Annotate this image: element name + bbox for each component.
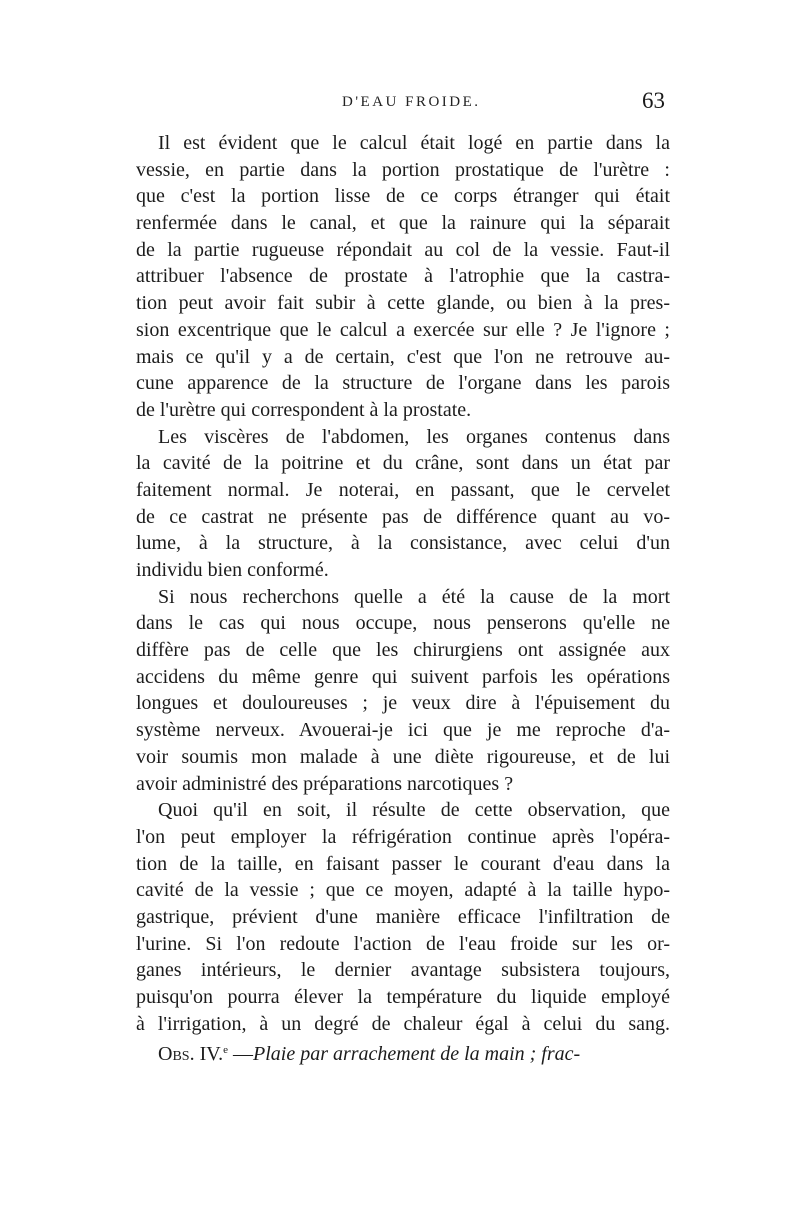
observation-label: Obs.: [158, 1043, 195, 1066]
text-line: sion excentrique que le calcul a exercée sur elle ? Je l'ignore ;: [136, 318, 670, 341]
paragraph-calcul: [136, 130, 670, 424]
observation-title: Plaie par arrachement de la main ; frac-: [253, 1043, 581, 1066]
text-line: accidens du même genre qui suivent parfois les opérations: [136, 665, 670, 688]
observation-superscript: e: [223, 1044, 228, 1057]
text-line: système nerveux. Avouerai-je ici que je me reproche d'a-: [136, 719, 670, 742]
text-line: tion peut avoir fait subir à cette glande, ou bien à la pres-: [136, 292, 670, 315]
text-line: attribuer l'absence de prostate à l'atrophie que la castra-: [136, 265, 670, 288]
text-line: de l'urètre qui correspondent à la prostate.: [136, 398, 472, 421]
text-line: renfermée dans le canal, et que la rainure qui la séparait: [136, 212, 670, 235]
body-text: [136, 130, 670, 1064]
text-line: avoir administré des préparations narcotiques ?: [136, 772, 514, 795]
observation-numeral: IV.: [199, 1043, 224, 1066]
text-line: l'on peut employer la réfrigération continue après l'opéra-: [136, 825, 670, 848]
text-line: ganes intérieurs, le dernier avantage subsistera toujours,: [136, 959, 670, 982]
text-line: Si nous recherchons quelle a été la cause de la mort: [158, 585, 670, 608]
paragraph-visceres: [136, 424, 670, 584]
text-line: gastrique, prévient d'une manière efficace l'infiltration de: [136, 905, 670, 928]
text-line: cavité de la vessie ; que ce moyen, adapté à la taille hypo-: [136, 879, 670, 902]
text-line: l'urine. Si l'on redoute l'action de l'eau froide sur les or-: [136, 932, 670, 955]
text-line: Les viscères de l'abdomen, les organes contenus dans: [158, 425, 670, 448]
text-line: cune apparence de la structure de l'organe dans les parois: [136, 372, 670, 395]
text-line: diffère pas de celle que les chirurgiens ont assignée aux: [136, 639, 670, 662]
text-line: la cavité de la poitrine et du crâne, sont dans un état par: [136, 452, 670, 475]
text-line: dans le cas qui nous occupe, nous penserons qu'elle ne: [136, 612, 670, 635]
text-line: Il est évident que le calcul était logé en partie dans la: [158, 132, 670, 154]
text-line: de la partie rugueuse répondait au col de la vessie. Faut-il: [136, 238, 670, 261]
text-line: puisqu'on pourra élever la température du liquide employé: [136, 986, 670, 1008]
running-title: D'EAU FROIDE.: [342, 94, 481, 110]
text-line: mais ce qu'il y a de certain, c'est que l'on ne retrouve au-: [136, 345, 670, 368]
text-line: vessie, en partie dans la portion prostatique de l'urètre :: [136, 158, 670, 181]
observation-number: [200, 1043, 228, 1065]
page-number: 63: [642, 88, 665, 113]
running-head: [0, 88, 800, 118]
text-line: voir soumis mon malade à une diète rigoureuse, et de lui: [136, 745, 670, 768]
text-line: que c'est la portion lisse de ce corps étranger qui était: [136, 185, 670, 208]
text-line: à l'irrigation, à un degré de chaleur égal à celui du sang.: [136, 1012, 670, 1035]
text-line: Quoi qu'il en soit, il résulte de cette observation, que: [158, 799, 670, 822]
text-line: longues et douloureuses ; je veux dire à l'épuisement du: [136, 692, 670, 715]
text-line: lume, à la structure, à la consistance, avec celui d'un: [136, 532, 670, 555]
observation-heading: [136, 1037, 670, 1064]
text-line: tion de la taille, en faisant passer le courant d'eau dans la: [136, 852, 670, 875]
paragraph-conclusion: [136, 797, 670, 1037]
text-line: faitement normal. Je noterai, en passant, que le cervelet: [136, 478, 670, 501]
text-line: individu bien conformé.: [136, 559, 329, 581]
text-line: de ce castrat ne présente pas de différence quant au vo-: [136, 505, 670, 528]
observation-dash: —: [228, 1043, 253, 1066]
paragraph-cause-mort: [136, 584, 670, 798]
